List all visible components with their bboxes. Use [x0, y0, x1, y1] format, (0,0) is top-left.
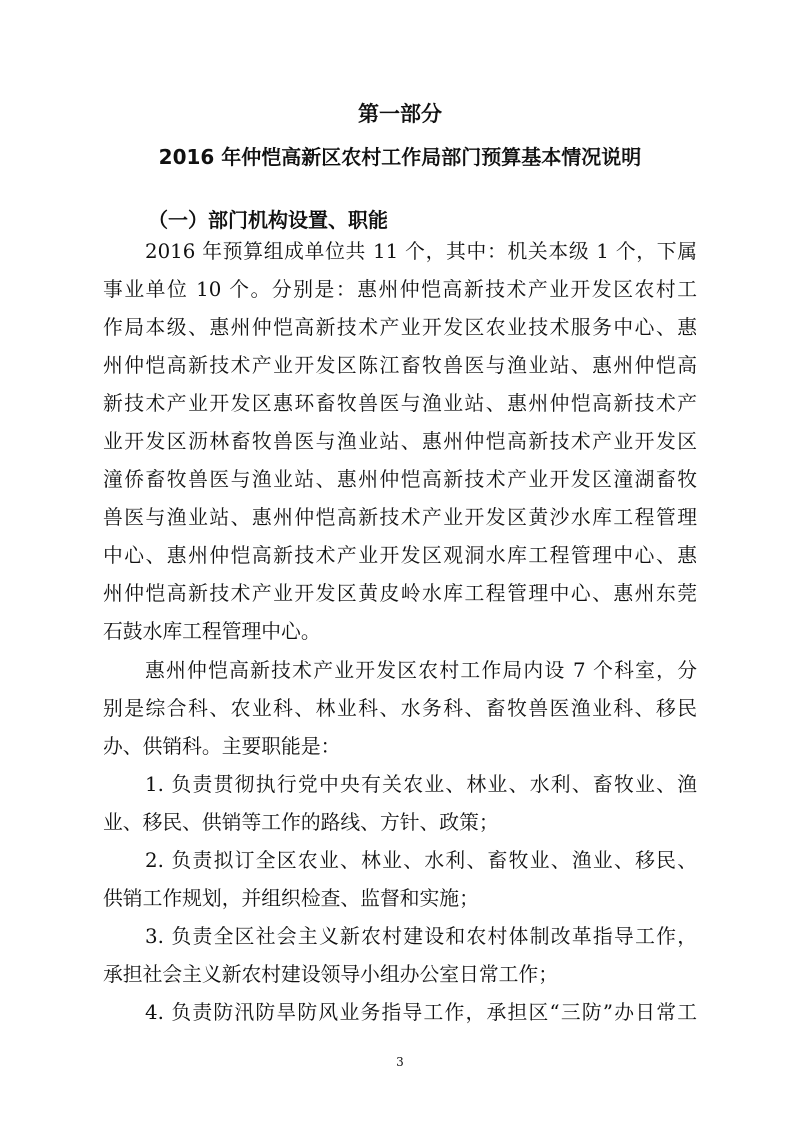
paragraph-units	[103, 233, 697, 651]
text-line: 承担社会主义新农村建设领导小组办公室日常工作；	[103, 963, 558, 986]
paragraph-sections	[103, 652, 697, 766]
text-line: 潼侨畜牧兽医与渔业站、惠州仲恺高新技术产业开发区潼湖畜牧	[103, 468, 697, 491]
text-line: 业开发区沥林畜牧兽医与渔业站、惠州仲恺高新技术产业开发区	[103, 430, 697, 453]
text-line: 州仲恺高新技术产业开发区陈江畜牧兽医与渔业站、惠州仲恺高	[103, 354, 697, 377]
list-item: 2. 负责拟订全区农业、林业、水利、畜牧业、渔业、移民、	[145, 849, 697, 872]
part-title: 第一部分	[358, 102, 442, 126]
text-line: 供销工作规划，并组织检查、监督和实施；	[103, 887, 479, 910]
list-item: 3. 负责全区社会主义新农村建设和农村体制改革指导工作，	[145, 925, 697, 948]
text-line: 别是综合科、农业科、林业科、水务科、畜牧兽医渔业科、移民	[103, 697, 697, 720]
text-line: 2016 年预算组成单位共 11 个，其中：机关本级 1 个，下属	[145, 240, 697, 263]
document-title: 2016 年仲恺高新区农村工作局部门预算基本情况说明	[158, 145, 642, 169]
page-number: 3	[396, 1055, 404, 1069]
text-line: 中心、惠州仲恺高新技术产业开发区观洞水库工程管理中心、惠	[103, 544, 697, 567]
text-line: 石鼓水库工程管理中心。	[103, 620, 321, 643]
section-heading: （一）部门机构设置、职能	[148, 208, 388, 232]
text-line: 业、移民、供销等工作的路线、方针、政策；	[103, 811, 499, 834]
text-line: 州仲恺高新技术产业开发区黄皮岭水库工程管理中心、惠州东莞	[103, 582, 697, 605]
text-line: 作局本级、惠州仲恺高新技术产业开发区农业技术服务中心、惠	[103, 316, 697, 339]
list-item: 1. 负责贯彻执行党中央有关农业、林业、水利、畜牧业、渔	[145, 773, 697, 796]
text-line: 惠州仲恺高新技术产业开发区农村工作局内设 7 个科室，分	[145, 659, 697, 682]
text-line: 事业单位 10 个。分别是：惠州仲恺高新技术产业开发区农村工	[103, 278, 697, 301]
text-line: 兽医与渔业站、惠州仲恺高新技术产业开发区黄沙水库工程管理	[103, 506, 697, 529]
list-item: 4. 负责防汛防旱防风业务指导工作，承担区“三防”办日常工	[145, 1001, 697, 1024]
text-line: 新技术产业开发区惠环畜牧兽医与渔业站、惠州仲恺高新技术产	[103, 392, 697, 415]
text-line: 办、供销科。主要职能是：	[103, 735, 341, 758]
duties-list	[103, 766, 697, 1032]
